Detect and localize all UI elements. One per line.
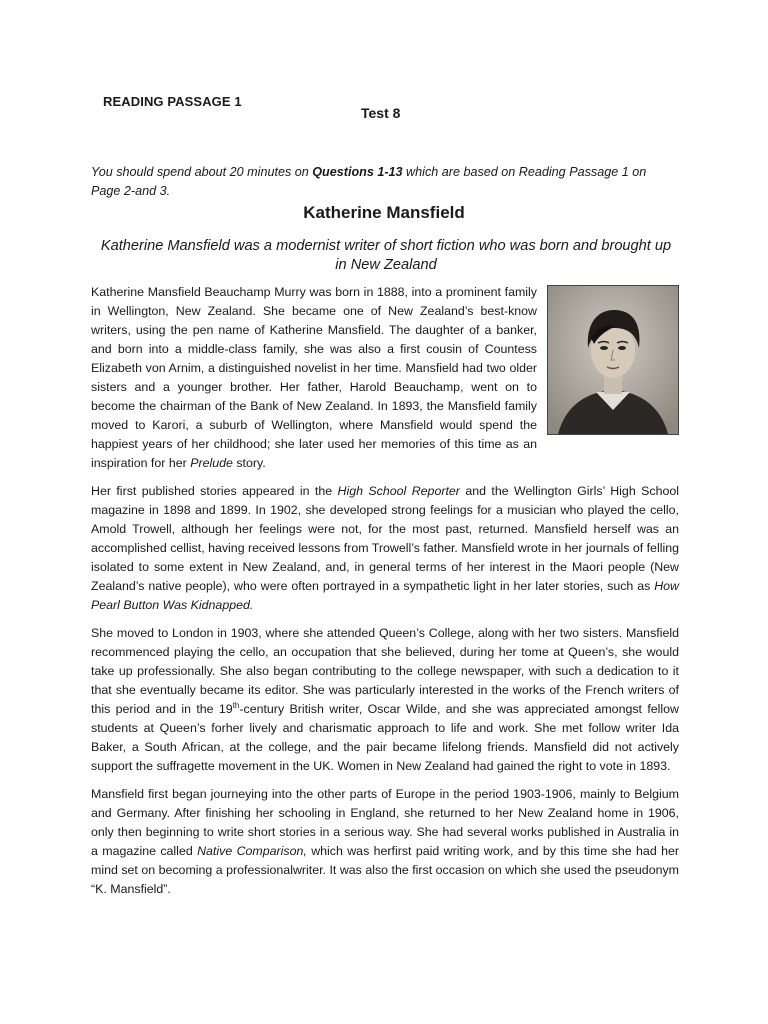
paragraph-4-end: which was herfirst paid writing work, and by this time she had her mind set on becoming a professionalwriter. It was also the first occasion on which she used the pseudonym “K. Mansfield”.	[91, 844, 679, 896]
portrait-photo-icon	[547, 285, 679, 435]
article-subtitle: Katherine Mansfield was a modernist writer of short fiction who was born and brought up in New Zealand	[100, 238, 672, 273]
instruction-pre: You should spend about 20 minutes on	[91, 165, 313, 179]
paragraph-2	[91, 482, 679, 615]
paragraph-4-emphasis: Native Comparison,	[197, 844, 307, 858]
paragraph-4	[91, 785, 679, 899]
paragraph-2-text: Her first published stories appeared in the	[91, 484, 338, 498]
passage-label: READING PASSAGE 1	[103, 94, 242, 109]
paragraph-1-text: Katherine Mansfield Beauchamp Murry was born in 1888, into a prominent family in Wellington, New Zealand. She became one of New Zealand’s best-know writers, using the pen name of Katherine Mansfield. The daughter of a banker, and born into a middle-class family, she was also a first cousin of Countess Elizabeth von Arnim, a distinguished novelist in her time. Mansfield had two older sisters and a younger brother. Her father, Harold Beauchamp, went on to become the chairman of the Bank of New Zealand. In 1893, the Mansfield family moved to Karori, a suburb of Wellington, where Mansfield would spend the happiest years of her childhood; she later used her memories of this time as an inspiration for her	[91, 285, 537, 470]
instruction-questions: Questions 1-13	[312, 165, 403, 179]
paragraph-3-end: -century British writer, Oscar Wilde, and she was appreciated amongst fellow students at Queen’s forher lively and charismatic approach to life and work. She met follow writer Ida Baker, a South African, at the college, and the pair became lifelong friends. Mansfield did not actively support the suffragette movement in the UK. Women in New Zealand had gained the right to vote in 1893.	[91, 702, 679, 773]
instruction-post: which are based on Reading Passage 1 on Page 2-and 3.	[91, 165, 647, 198]
paragraph-1-end: story.	[232, 456, 266, 470]
paragraph-3-superscript: th	[232, 700, 240, 710]
paragraph-2-emphasis-1: High School Reporter	[337, 484, 460, 498]
paragraph-3-text: She moved to London in 1903, where she attended Queen’s College, along with her two sisters. Mansfield recommenced playing the cello, an occupation that she believed, during her tome at Queen’s, she would take up professionally. She also began contributing to the college newspaper, with such a dedication to it that she eventually became its editor. She was particularly interested in the works of the French writers of this period and in the 19	[91, 626, 679, 716]
paragraph-2-middle: and the Wellington Girls’ High School magazine in 1898 and 1899. In 1902, she developed strong feelings for a musician who played the cello, Amold Trowell, although her feelings were not, for the most past, returned. Mansfield herself was an accomplished cellist, having received lessons from Trowell’s father. Mansfield wrote in her journals of felling isolated to some extent in New Zealand, and, in general terms of her interest in the Maori people (New Zealand’s native people), who were often portrayed in a sympathetic light in her later stories, such as	[91, 484, 679, 593]
article-body	[91, 283, 679, 908]
test-label: Test 8	[361, 105, 401, 121]
article-title: Katherine Mansfield	[303, 203, 465, 222]
paragraph-2-emphasis-2: How Pearl Button Was Kidnapped.	[91, 579, 679, 612]
paragraph-4-text: Mansfield first began journeying into the other parts of Europe in the period 1903-1906, mainly to Belgium and Germany. After finishing her schooling in England, she returned to her New Zealand home in 1906, only then beginning to write short stories in a serious way. She had several works published in Australia in a magazine called	[91, 787, 679, 858]
paragraph-3	[91, 624, 679, 776]
instruction-text	[91, 163, 671, 201]
paragraph-1-emphasis: Prelude	[190, 456, 233, 470]
